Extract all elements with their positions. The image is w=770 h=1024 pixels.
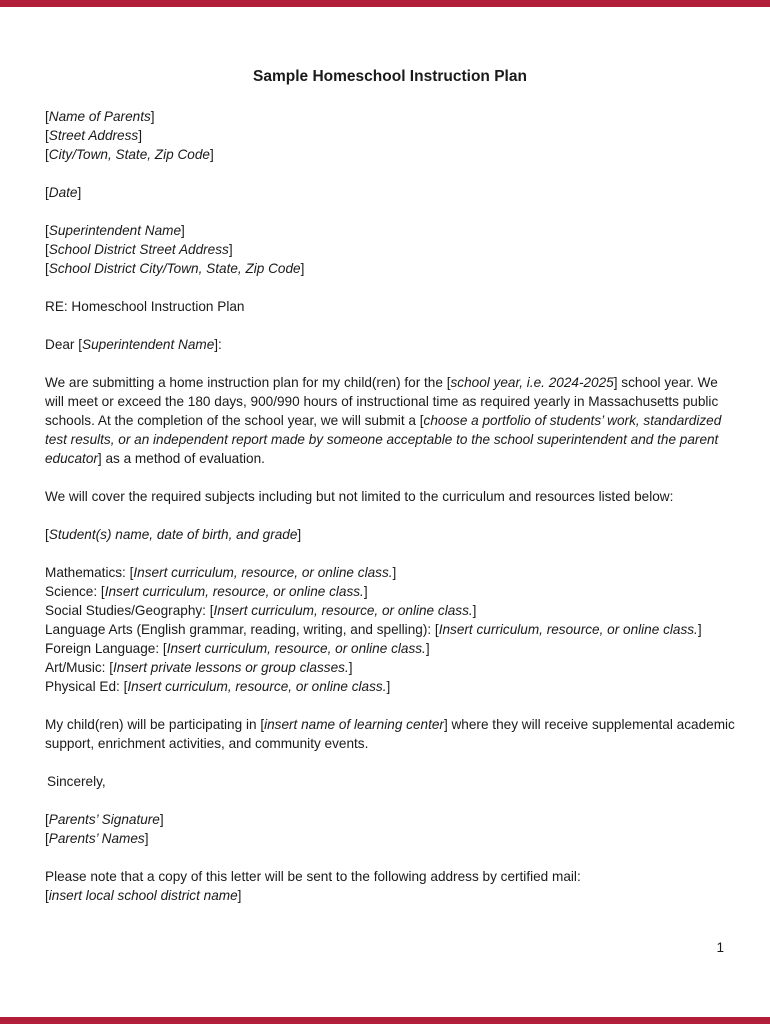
page-title: Sample Homeschool Instruction Plan	[253, 68, 527, 85]
subject-item	[45, 601, 735, 620]
subject-value: Insert curriculum, resource, or online class.	[213, 603, 473, 618]
intro-placeholder-evaluation: choose a portfolio of students’ work, standardized test results, or an independent report made by someone acceptable to the school superintendent and the parent educator	[45, 413, 722, 466]
subject-label: Foreign Language: [	[45, 641, 167, 656]
student-placeholder: Student(s) name, date of birth, and grade	[48, 527, 298, 542]
center-placeholder: insert name of learning center	[264, 717, 444, 732]
student-line: [Student(s) name, date of birth, and grade]	[45, 527, 302, 542]
closing: Sincerely,	[47, 774, 106, 789]
subject-value: Insert curriculum, resource, or online class.	[166, 641, 426, 656]
date-line: [Date]	[45, 185, 82, 200]
recipient-address: [Superintendent Name] [School District Street Address] [School District City/Town, State, Zip Code]	[45, 223, 305, 276]
subject-value: Insert curriculum, resource, or online class.	[104, 584, 364, 599]
subject-label: Social Studies/Geography: [	[45, 603, 214, 618]
subject-value: Insert curriculum, resource, or online class.	[127, 679, 387, 694]
sender-city: City/Town, State, Zip Code	[48, 147, 210, 162]
paragraph-learning-center	[45, 715, 735, 753]
subject-end: ]	[392, 565, 397, 580]
sender-street: Street Address	[48, 128, 139, 143]
intro-text-2: ] school year. We will meet or exceed the 180 days, 900/990 hours of instructional time as required yearly in Massachusetts public schools. At the completion of the school year, we will submit a [	[45, 375, 719, 428]
paragraph-intro	[45, 373, 735, 468]
recipient-name: Superintendent Name	[48, 223, 182, 238]
salutation-name: Superintendent Name	[82, 337, 215, 352]
subject-list	[45, 563, 735, 696]
center-text-2: ] where they will receive supplemental academic support, enrichment activities, and community events.	[45, 717, 735, 751]
subject-label: Physical Ed: [	[45, 679, 128, 694]
certified-mail-note: Please note that a copy of this letter will be sent to the following address by certified mail: [insert local school district name]	[45, 867, 735, 905]
subject-label: Mathematics: [	[45, 565, 134, 580]
subject-item	[45, 639, 735, 658]
subject-end: ]	[697, 622, 702, 637]
subject-value: Insert curriculum, resource, or online class.	[133, 565, 393, 580]
subject-end: ]	[363, 584, 368, 599]
intro-text-3: ] as a method of evaluation.	[97, 451, 265, 466]
note-text: Please note that a copy of this letter will be sent to the following address by certified mail:	[45, 869, 581, 884]
re-line: RE: Homeschool Instruction Plan	[45, 299, 245, 314]
names-placeholder: Parents’ Names	[48, 831, 145, 846]
recipient-city: School District City/Town, State, Zip Code	[48, 261, 301, 276]
subject-item	[45, 658, 735, 677]
recipient-street: School District Street Address	[48, 242, 229, 257]
salutation-suffix: ]:	[214, 337, 222, 352]
date-placeholder: Date	[48, 185, 78, 200]
bottom-accent-bar	[0, 1017, 770, 1024]
subject-item	[45, 563, 735, 582]
subject-item	[45, 620, 735, 639]
subject-end: ]	[472, 603, 477, 618]
page-number: 1	[716, 940, 724, 955]
subject-label: Art/Music: [	[45, 660, 113, 675]
subject-item	[45, 582, 735, 601]
intro-placeholder-year: school year, i.e. 2024-2025	[450, 375, 614, 390]
subject-value: Insert private lessons or group classes.	[112, 660, 349, 675]
paragraph-subjects-intro: We will cover the required subjects including but not limited to the curriculum and resources listed below:	[45, 489, 674, 504]
signature-block: [Parents’ Signature] [Parents’ Names]	[45, 812, 164, 846]
subject-value: Insert curriculum, resource, or online class.	[438, 622, 698, 637]
subject-item	[45, 677, 735, 696]
letter-page	[45, 66, 735, 924]
salutation-prefix: Dear [	[45, 337, 83, 352]
subject-end: ]	[386, 679, 391, 694]
signature-placeholder: Parents’ Signature	[48, 812, 160, 827]
sender-address: [Name of Parents] [Street Address] [City/Town, State, Zip Code]	[45, 109, 214, 162]
sender-parents: Name of Parents	[48, 109, 151, 124]
subject-end: ]	[425, 641, 430, 656]
salutation	[45, 335, 735, 354]
center-text-1: My child(ren) will be participating in [	[45, 717, 265, 732]
subject-label: Science: [	[45, 584, 105, 599]
note-address-placeholder: insert local school district name	[48, 888, 238, 903]
top-accent-bar	[0, 0, 770, 7]
subject-label: Language Arts (English grammar, reading, writing, and spelling): [	[45, 622, 439, 637]
intro-text-1: We are submitting a home instruction plan for my child(ren) for the [	[45, 375, 451, 390]
subject-end: ]	[348, 660, 353, 675]
